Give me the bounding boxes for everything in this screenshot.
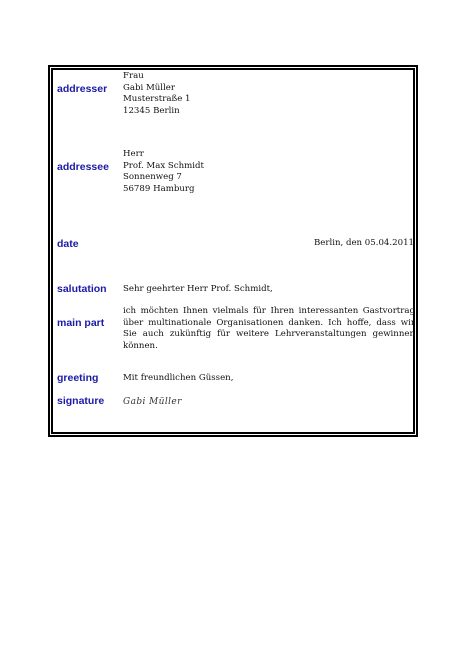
greeting-text: Mit freundlichen Güssen, <box>123 373 234 383</box>
addresser-line: Musterstraße 1 <box>123 94 191 105</box>
addresser-block <box>123 71 191 117</box>
addresser-line: Gabi Müller <box>123 82 175 93</box>
addresser-line: 12345 Berlin <box>123 105 180 116</box>
addressee-block <box>123 149 204 195</box>
addressee-line: Sonnenweg 7 <box>123 172 182 183</box>
label-addressee: addressee <box>57 161 109 173</box>
main-part-text: ich möchten Ihnen vielmals für Ihren interessanten Gastvortrag über multinationale Organisationen danken. Ich hoffe, dass wir Sie auch zukünftig für weitere Lehrveranstaltungen gewinnen können. <box>123 306 415 351</box>
label-greeting: greeting <box>57 372 99 384</box>
label-signature: signature <box>57 395 105 407</box>
addressee-line: 56789 Hamburg <box>123 183 195 194</box>
salutation-text: Sehr geehrter Herr Prof. Schmidt, <box>123 284 273 294</box>
addressee-line: Prof. Max Schmidt <box>123 160 204 171</box>
label-addresser: addresser <box>57 83 108 95</box>
label-salutation: salutation <box>57 283 107 295</box>
addressee-line: Herr <box>123 149 144 159</box>
signature-text: Gabi Müller <box>123 397 182 407</box>
addresser-line: Frau <box>123 71 144 81</box>
label-date: date <box>57 238 79 250</box>
label-main-part: main part <box>57 317 105 329</box>
date-text: Berlin, den 05.04.2011 <box>313 238 414 248</box>
